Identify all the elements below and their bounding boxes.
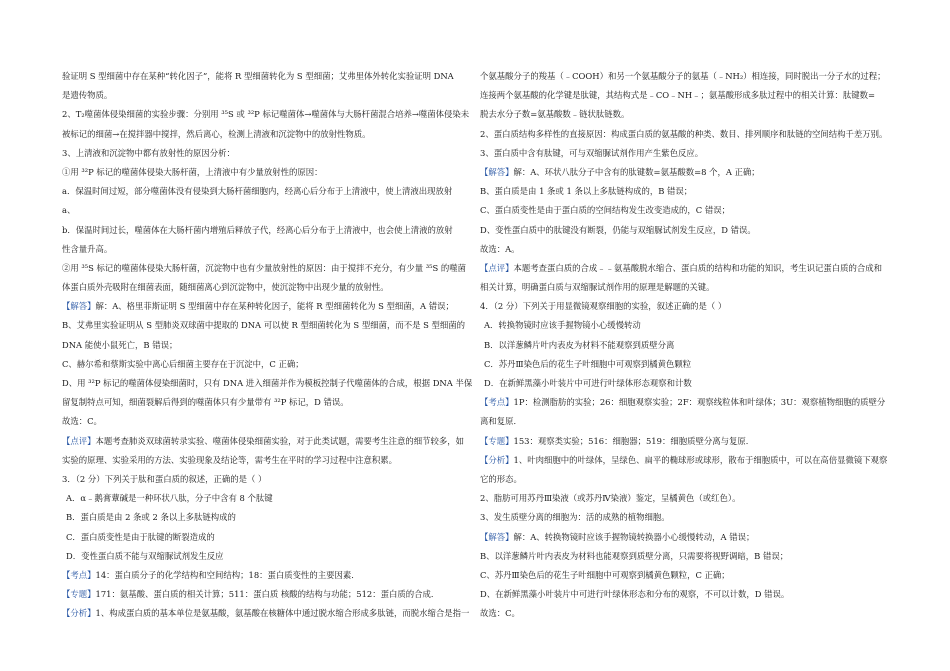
section-tag: 【点评】	[480, 262, 514, 273]
line-text: ①用 ³²P 标记的噬菌体侵染大肠杆菌，上清液中有少量放射性的原因：	[62, 166, 323, 177]
text-line	[480, 451, 898, 470]
text-line	[62, 451, 480, 470]
section-tag: 【考点】	[480, 397, 514, 408]
line-text: 实验的原理、实验采用的方法、实验现象及结论等，需考生在平时的学习过程中注意积累。	[62, 454, 397, 465]
text-line	[480, 221, 898, 240]
text-line	[62, 125, 480, 144]
line-text: 相关计算，明确蛋白质与双缩脲试剂作用的原理是解题的关键。	[480, 282, 715, 293]
text-line	[480, 432, 898, 451]
text-line	[480, 412, 898, 431]
line-text: 2、蛋白质结构多样性的直接原因：构成蛋白质的氨基酸的种类、数目、排列顺序和肽链的空间结构千差万别。	[480, 128, 888, 139]
text-line	[480, 528, 898, 547]
text-line	[480, 182, 898, 201]
text-line	[480, 316, 898, 335]
line-text: 连接两个氨基酸的化学键是肽键，其结构式是﹣CO﹣NH﹣；氨基酸形成多肽过程中的相关计算：肽键数=	[480, 90, 876, 101]
text-line	[62, 393, 480, 412]
line-text: 留复制特点可知，细菌裂解后得到的噬菌体只有少量带有 ³²P 标记，D 错误。	[62, 397, 349, 408]
text-line	[62, 374, 480, 393]
line-text: 2、T₂噬菌体侵染细菌的实验步骤：分别用 ³⁵S 或 ³²P 标记噬菌体→噬菌体与大肠杆菌混合培养→噬菌体侵染未	[62, 109, 470, 120]
text-line	[480, 144, 898, 163]
text-line	[62, 566, 480, 585]
line-text: 1、叶肉细胞中的叶绿体，呈绿色、扁平的椭球形或球形，散布于细胞质中，可以在高倍显微镜下观察	[513, 454, 888, 465]
line-text: B．蛋白质是由 2 条或 2 条以上多肽链构成的	[66, 512, 236, 523]
line-text: 被标记的细菌→在搅拌器中搅拌，然后离心，检测上清液和沉淀物中的放射性物质。	[62, 128, 371, 139]
text-line	[62, 201, 480, 220]
text-line	[62, 547, 480, 566]
text-line	[62, 221, 480, 240]
text-line	[62, 604, 480, 623]
line-text: 3．（2 分）下列关于肽和蛋白质的叙述，正确的是（ ）	[62, 473, 267, 484]
text-line	[62, 259, 480, 278]
text-line	[62, 297, 480, 316]
text-line	[480, 259, 898, 278]
line-text: D、变性蛋白质中的肽键没有断裂，仍能与双缩脲试剂发生反应，D 错误。	[480, 224, 756, 235]
line-text: 它的形态。	[480, 473, 522, 484]
line-text: ②用 ³⁵S 标记的噬菌体侵染大肠杆菌，沉淀物中也有少量放射性的原因：由于搅拌不充分，有少量 ³⁵S 的噬菌	[62, 262, 467, 273]
text-line	[480, 67, 898, 86]
text-line	[62, 105, 480, 124]
text-line	[62, 336, 480, 355]
line-text: B、蛋白质是由 1 条或 1 条以上多肽链构成的，B 错误；	[480, 186, 693, 197]
line-text: 171：氨基酸、蛋白质的相关计算；511：蛋白质 核酸的结构与功能；512：蛋白质的合成．	[95, 589, 440, 600]
line-text: 本题考查蛋白质的合成﹣﹣氨基酸脱水缩合、蛋白质的结构和功能的知识，考生识记蛋白质的合成和	[513, 262, 882, 273]
text-line	[62, 278, 480, 297]
text-line	[480, 585, 898, 604]
text-line	[62, 67, 480, 86]
section-tag: 【分析】	[62, 608, 96, 619]
text-line	[480, 297, 898, 316]
line-text: B、以洋葱鳞片叶内表皮为材料也能观察到质壁分离，只需要将视野调暗，B 错误；	[480, 550, 789, 561]
text-line	[62, 163, 480, 182]
text-line	[480, 240, 898, 259]
line-text: 3、蛋白质中含有肽键，可与双缩脲试剂作用产生紫色反应。	[480, 147, 704, 158]
line-text: 性含量升高。	[62, 243, 113, 254]
text-line	[480, 125, 898, 144]
line-text: 解：A、环状八肽分子中含有的肽键数=氨基酸数=8 个，A 正确；	[513, 166, 760, 177]
text-line	[62, 182, 480, 201]
right-column	[480, 67, 898, 623]
line-text: b．保温时间过长，噬菌体在大肠杆菌内增殖后释放子代，经离心后分布于上清液中，也会使上清液的放射	[62, 224, 453, 235]
text-line	[480, 566, 898, 585]
line-text: 故选：C。	[480, 608, 520, 619]
section-tag: 【解答】	[480, 166, 514, 177]
line-text: B、艾弗里实验证明从 S 型肺炎双球菌中提取的 DNA 可以使 R 型细菌转化为 S 型细菌，而不是 S 型细菌的	[62, 320, 466, 331]
line-text: A．α﹣鹅膏蕈碱是一种环状八肽，分子中含有 8 个肽键	[66, 493, 273, 504]
text-line	[62, 412, 480, 431]
line-text: 故选：A。	[480, 243, 520, 254]
line-text: 个氨基酸分子的羧基（﹣COOH）和另一个氨基酸分子的氨基（﹣NH₂）相连接，同时脱出一分子水的过程；	[480, 71, 886, 81]
line-text: 是遗传物质。	[62, 90, 113, 101]
line-text: 1P：检测脂肪的实验；26：细胞观察实验；2F：观察线粒体和叶绿体；3U：观察植物细胞的质壁分	[513, 397, 886, 408]
text-line	[62, 240, 480, 259]
line-text: D．变性蛋白质不能与双缩脲试剂发生反应	[66, 550, 224, 561]
text-line	[480, 336, 898, 355]
line-text: 本题考查肺炎双球菌转录实验、噬菌体侵染细菌实验，对于此类试题，需要考生注意的细节较多，如	[95, 435, 464, 446]
line-text: 4．（2 分）下列关于用显微镜观察细胞的实验，叙述正确的是（ ）	[480, 301, 727, 312]
text-line	[480, 470, 898, 489]
section-tag: 【分析】	[480, 454, 514, 465]
text-line	[62, 528, 480, 547]
line-text: D、在新鲜黑藻小叶装片中可进行叶绿体形态和分布的观察，不可以计数，D 错误。	[480, 589, 790, 600]
line-text: DNA 能使小鼠死亡，B 错误；	[62, 339, 178, 350]
line-text: 解：A、格里菲斯证明 S 型细菌中存在某种转化因子，能将 R 型细菌转化为 S 型细菌，A 错误；	[95, 301, 454, 312]
section-tag: 【点评】	[62, 435, 96, 446]
text-line	[62, 489, 480, 508]
left-column	[62, 67, 480, 623]
line-text: C．蛋白质变性是由于肽键的断裂造成的	[66, 531, 215, 542]
line-text: 3、上清液和沉淀物中都有放射性的原因分析：	[62, 147, 235, 158]
section-tag: 【解答】	[62, 301, 96, 312]
text-line	[62, 508, 480, 527]
text-line	[480, 105, 898, 124]
text-line	[62, 355, 480, 374]
section-tag: 【专题】	[62, 589, 96, 600]
line-text: 验证明 S 型细菌中存在某种“转化因子”，能将 R 型细菌转化为 S 型细菌；艾弗里体外转化实验证明 DNA	[62, 71, 454, 81]
text-line	[62, 144, 480, 163]
line-text: 解：A、转换物镜时应该手握物镜转换器小心缓慢转动，A 错误；	[513, 531, 755, 542]
line-text: A．转换物镜时应该手握物镜小心缓慢转动	[484, 320, 641, 331]
section-tag: 【考点】	[62, 569, 96, 580]
text-line	[480, 355, 898, 374]
line-text: 离和复原．	[480, 416, 522, 427]
line-text: 2、脂肪可用苏丹Ⅲ染液（或苏丹Ⅳ染液）鉴定，呈橘黄色（或红色）。	[480, 493, 741, 504]
line-text: 153：观察类实验；516：细胞器；519：细胞质壁分离与复原．	[513, 435, 755, 446]
text-line	[62, 86, 480, 105]
line-text: 故选：C。	[62, 416, 102, 427]
text-line	[62, 316, 480, 335]
section-tag: 【专题】	[480, 435, 514, 446]
text-line	[480, 547, 898, 566]
line-text: 脱去水分子数=氨基酸数﹣链状肽链数。	[480, 109, 630, 120]
text-line	[480, 278, 898, 297]
line-text: B．以洋葱鳞片叶内表皮为材料不能观察到质壁分离	[484, 339, 675, 350]
text-line	[480, 201, 898, 220]
text-line	[480, 489, 898, 508]
line-text: 体蛋白质外壳吸附在细菌表面，随细菌离心到沉淀物中，使沉淀物中出现少量的放射性。	[62, 282, 389, 293]
line-text: C、蛋白质变性是由于蛋白质的空间结构发生改变造成的，C 错误；	[480, 205, 730, 216]
line-text: D．在新鲜黑藻小叶装片中可进行叶绿体形态观察和计数	[484, 378, 692, 388]
line-text: a．保温时间过短，部分噬菌体没有侵染到大肠杆菌细胞内，经离心后分布于上清液中，使上清液出现放射	[62, 186, 453, 197]
text-line	[62, 470, 480, 489]
text-line	[480, 393, 898, 412]
text-line	[62, 432, 480, 451]
line-text: 3、发生质壁分离的细胞为：活的成熟的植物细胞。	[480, 512, 670, 523]
line-text: C、赫尔希和蔡斯实验中离心后细菌主要存在于沉淀中，C 正确；	[62, 358, 304, 369]
line-text: 1、构成蛋白质的基本单位是氨基酸，氨基酸在核糖体中通过脱水缩合形成多肽链，而脱水缩合是指一	[95, 608, 470, 619]
text-line	[480, 374, 898, 393]
section-tag: 【解答】	[480, 531, 514, 542]
text-line	[480, 86, 898, 105]
text-line	[480, 604, 898, 623]
line-text: C．苏丹Ⅲ染色后的花生子叶细胞中可观察到橘黄色颗粒	[484, 358, 692, 369]
line-text: a、	[62, 205, 76, 216]
line-text: C、苏丹Ⅲ染色后的花生子叶细胞中可观察到橘黄色颗粒，C 正确；	[480, 569, 730, 580]
text-line	[480, 508, 898, 527]
text-line	[480, 163, 898, 182]
line-text: 14：蛋白质分子的化学结构和空间结构；18：蛋白质变性的主要因素．	[95, 569, 360, 580]
text-line	[62, 585, 480, 604]
line-text: D、用 ³²P 标记的噬菌体侵染细菌时，只有 DNA 进入细菌并作为模板控制子代噬菌体的合成，根据 DNA 半保	[62, 378, 473, 388]
